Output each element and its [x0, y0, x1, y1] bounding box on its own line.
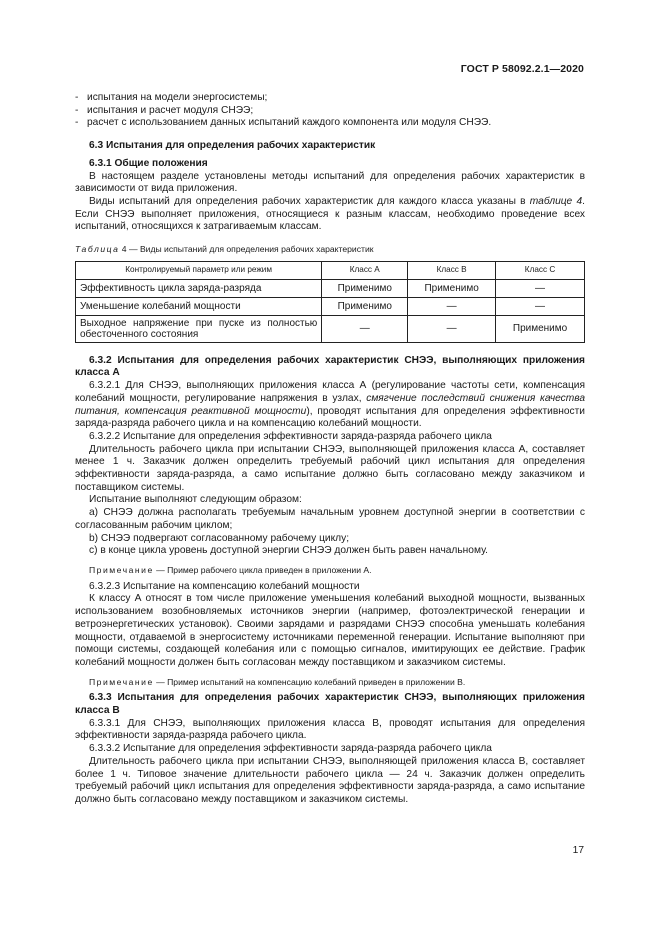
table-reference: таблице 4 [529, 195, 583, 207]
table-row [76, 297, 585, 315]
list-bullet: - [75, 117, 79, 129]
table-cell: Уменьшение колебаний мощности [76, 297, 322, 315]
list-item: а) СНЭЭ должна располагать требуемым начальным уровнем доступной энергии в соответствии с согласованным рабочим циклом; [75, 507, 585, 531]
table-header-cell: Класс А [322, 261, 408, 279]
table-cell: Применимо [322, 279, 408, 297]
list-item: - испытания на модели энергосистемы; [75, 92, 268, 103]
table-cell: — [496, 297, 585, 315]
table-cell: Применимо [408, 279, 496, 297]
list-bullet: - [75, 92, 79, 103]
page-number: 17 [572, 845, 584, 856]
note: Примечание — Пример рабочего цикла приведен в приложении А. [89, 564, 372, 575]
paragraph: 6.3.3.1 Для СНЭЭ, выполняющих приложения класса В, проводят испытания для определения эффективности заряда-разряда рабочего цикла. [75, 717, 585, 742]
paragraph: Длительность рабочего цикла при испытании СНЭЭ, выполняющей приложения класса В, составляет более 1 ч. Типовое значение длительности рабочего цикла — 24 ч. Заказчик должен определить требуемый рабочий цикл испытания для определения эффективности заряда-разряда, а само испытание должно быть согласовано между поставщиком и заказчиком системы. [75, 755, 585, 805]
paragraph: Длительность рабочего цикла при испытании СНЭЭ, выполняющей приложения класса А, составляет менее 1 ч. Заказчик должен определить требуемый рабочий цикл испытания для определения эффективности заряда-разряда, а само испытание должно быть согласовано между заказчиком и поставщиком системы. [75, 443, 585, 493]
table-cell: — [408, 297, 496, 315]
paragraph: В настоящем разделе установлены методы испытаний для определения рабочих характеристик в зависимости от вида приложения. [75, 170, 585, 195]
table-header-row [76, 261, 585, 279]
section-6-3-2-title: 6.3.2 Испытания для определения рабочих характеристик СНЭЭ, выполняющих приложения класса А [75, 354, 585, 379]
note: Примечание — Пример испытаний на компенсацию колебаний приведен в приложении В. [89, 676, 466, 687]
table-cell: — [408, 315, 496, 342]
table-header-cell: Класс С [496, 261, 585, 279]
table-cell: Эффективность цикла заряда-разряда [76, 279, 322, 297]
paragraph: 6.3.2.1 Для СНЭЭ, выполняющих приложения класса А (регулирование частоты сети, компенсация колебаний мощности, регулирование напряжения в узлах, смягчение последствий снижения качества питания, компенсация реактивной мощности), проводят испытания для определения эффективности заряда-разряда рабочего цикла и на компенсацию колебаний мощности. [75, 380, 585, 430]
subsection-title: 6.3.2.2 Испытание для определения эффективности заряда-разряда рабочего цикла [89, 430, 492, 442]
table-cell: Выходное напряжение при пуске из полностью обесточенного состояния [76, 315, 322, 342]
subsection-title: 6.3.2.3 Испытание на компенсацию колебаний мощности [89, 580, 360, 592]
subsection-title: 6.3.3.2 Испытание для определения эффективности заряда-разряда рабочего цикла [89, 743, 492, 755]
list-item: - испытания и расчет модуля СНЭЭ; [75, 104, 254, 116]
table-row [76, 279, 585, 297]
table-header-cell: Класс В [408, 261, 496, 279]
table-cell: Применимо [496, 315, 585, 342]
table-row [76, 315, 585, 342]
section-6-3-3-title: 6.3.3 Испытания для определения рабочих характеристик СНЭЭ, выполняющих приложения класса В [75, 692, 585, 717]
paragraph: Испытание выполняют следующим образом: [89, 494, 302, 506]
table-cell: Применимо [322, 297, 408, 315]
standard-number: ГОСТ Р 58092.2.1—2020 [460, 63, 584, 75]
table-caption: Таблица 4 — Виды испытаний для определения рабочих характеристик [75, 244, 374, 255]
section-6-3-title: 6.3 Испытания для определения рабочих характеристик [89, 140, 376, 152]
table-cell: — [322, 315, 408, 342]
page-content [75, 92, 585, 807]
section-6-3-1-title: 6.3.1 Общие положения [89, 157, 208, 169]
list-item: - расчет с использованием данных испытаний каждого компонента или модуля СНЭЭ. [75, 117, 492, 129]
test-types-table [75, 261, 585, 343]
list-bullet: - [75, 104, 79, 116]
list-item: b) СНЭЭ подвергают согласованному рабочему циклу; [89, 532, 350, 544]
paragraph: К классу А относят в том числе приложение уменьшения колебаний выходной мощности, вызванных использованием возобновляемых источников энергии (например, фотоэлектрической генерации и ветроэнергетических установок). Своими зарядами и разрядами СНЭЭ способна уменьшать колебания мощности, отдаваемой в энергосистему источниками переменной генерации. Испытание выполняют при помощи системы, создающей колебания или с помощью сигналов, имитирующих ее действие. График колебаний мощности должен быть согласован между поставщиком и заказчиком системы. [75, 593, 585, 668]
list-item: c) в конце цикла уровень доступной энергии СНЭЭ должен быть равен начальному. [89, 545, 488, 557]
table-header-cell: Контролируемый параметр или режим [76, 261, 322, 279]
table-cell: — [496, 279, 585, 297]
paragraph: Виды испытаний для определения рабочих характеристик для каждого класса указаны в таблице 4. Если СНЭЭ выполняет приложения, относящиеся к разным классам, необходимо проведение всех испытаний, относящихся к затрагиваемым классам. [75, 195, 585, 233]
